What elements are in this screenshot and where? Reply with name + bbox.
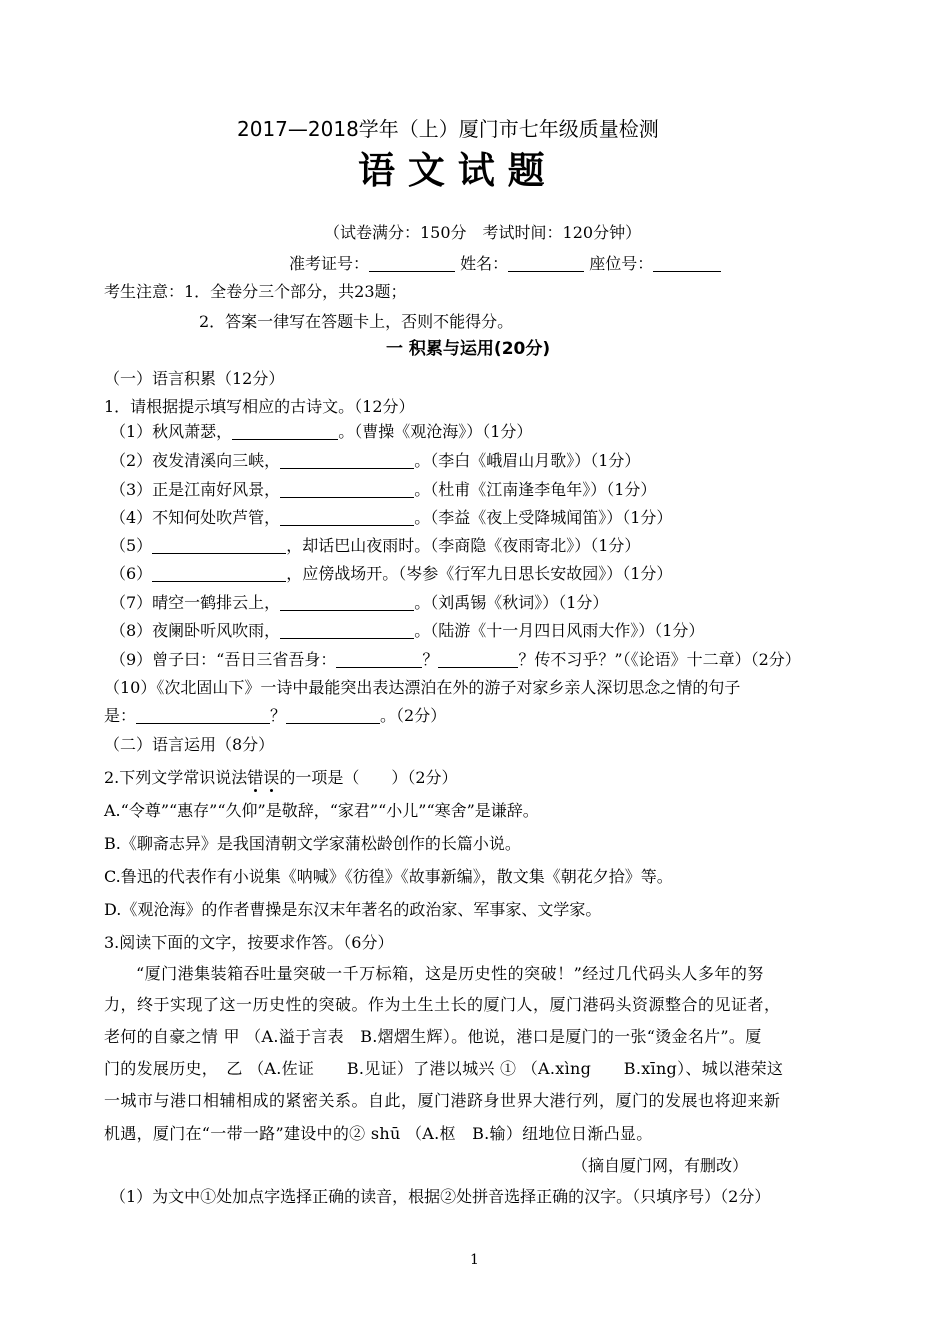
emphasis-char: 错: [247, 768, 264, 787]
q2-stem: 2.下列文学常识说法错误的一项是（ ）（2分）: [104, 768, 458, 787]
q2-option-d: D.《观沧海》的作者曹操是东汉末年著名的政治家、军事家、文学家。: [104, 900, 602, 919]
admission-label: 准考证号：: [289, 254, 370, 273]
q1-item-4: （4）不知何处吹芦管， 。（李益《夜上受降城闻笛》）（1分）: [110, 508, 673, 527]
answer-blank: [280, 622, 414, 639]
answer-blank: [286, 707, 380, 724]
q1-item-10-answer: 是： ？ 。（2分）: [104, 706, 447, 725]
page-number: 1: [470, 1252, 479, 1268]
q2-option-c: C.鲁迅的代表作有小说集《呐喊》《彷徨》《故事新编》，散文集《朝花夕拾》等。: [104, 867, 673, 886]
seat-field: [653, 255, 721, 272]
q1-item-10: （10）《次北固山下》一诗中最能突出表达漂泊在外的游子对家乡亲人深切思念之情的句子: [104, 678, 741, 697]
q1-item-7: （7）晴空一鹤排云上， 。（刘禹锡《秋词》）（1分）: [110, 593, 609, 612]
exam-title: 语 文 试 题: [358, 149, 545, 192]
q1-item-6: （6） ，应傍战场开。（岑参《行军九日思长安故园》）（1分）: [110, 564, 673, 583]
q1-item-3: （3）正是江南好风景， 。（杜甫《江南逢李龟年》）（1分）: [110, 480, 657, 499]
passage-line-2: 力，终于实现了这一历史性的突破。作为土生土长的厦门人，厦门港码头资源整合的见证者，: [104, 995, 781, 1014]
answer-blank: [136, 707, 270, 724]
q1-item-8: （8）夜阑卧听风吹雨， 。（陆游《十一月四日风雨大作》）（1分）: [110, 621, 705, 640]
admission-field: [369, 255, 455, 272]
exam-subtitle: 2017—2018学年（上）厦门市七年级质量检测: [237, 117, 659, 141]
q1-item-2: （2）夜发清溪向三峡， 。（李白《峨眉山月歌》）（1分）: [110, 451, 641, 470]
answer-blank: [438, 651, 518, 668]
answer-blank: [232, 423, 338, 440]
candidate-info-row: [289, 254, 721, 274]
passage-line-4: 门的发展历史， 乙 （A.佐证 B.见证）了港以城兴 ① （A.xìng B.xīng）、城以港荣这: [104, 1059, 784, 1078]
q1-item-5: （5） ，却话巴山夜雨时。（李商隐《夜雨寄北》）（1分）: [110, 536, 641, 555]
emphasis-char: 误: [263, 768, 280, 787]
part2-title: （二）语言运用（8分）: [104, 735, 275, 754]
passage-line-3: 老何的自豪之情 甲 （A.溢于言表 B.熠熠生辉）。他说，港口是厦门的一张“烫金名片”。厦: [104, 1027, 762, 1046]
exam-info: （试卷满分：150分 考试时间：120分钟）: [324, 223, 642, 242]
passage-line-6: 机遇，厦门在“一带一路”建设中的② shū （A.枢 B.输）纽地位日渐凸显。: [104, 1124, 653, 1143]
q3-sub-1: （1）为文中①处加点字选择正确的读音，根据②处拼音选择正确的汉字。（只填序号）（2分）: [110, 1187, 771, 1206]
answer-blank: [152, 537, 286, 554]
q3-stem: 3.阅读下面的文字，按要求作答。（6分）: [104, 933, 394, 952]
name-field: [508, 255, 584, 272]
section-heading: 一 积累与运用(20分): [386, 339, 551, 359]
notice-line-2: 2．答案一律写在答题卡上，否则不能得分。: [199, 312, 514, 331]
passage-line-1: “厦门港集装箱吞吐量突破一千万标箱，这是历史性的突破！”经过几代码头人多年的努: [136, 964, 764, 983]
notice-line-1: 考生注意：1．全卷分三个部分，共23题；: [104, 282, 407, 301]
answer-blank: [280, 452, 414, 469]
q1-item-9: （9）曾子曰：“吾日三省吾身： ？ ？传不习乎？”（《论语》十二章）（2分）: [110, 650, 801, 669]
answer-blank: [152, 565, 286, 582]
passage-source: （摘自厦门网，有删改）: [572, 1156, 749, 1175]
answer-blank: [280, 509, 414, 526]
q2-option-b: B.《聊斋志异》是我国清朝文学家蒲松龄创作的长篇小说。: [104, 834, 521, 853]
q1-item-1: （1）秋风萧瑟， 。（曹操《观沧海》）（1分）: [110, 422, 533, 441]
q2-option-a: A.“令尊”“惠存”“久仰”是敬辞，“家君”“小儿”“寒舍”是谦辞。: [104, 801, 539, 820]
passage-line-5: 一城市与港口相辅相成的紧密关系。自此，厦门港跻身世界大港行列，厦门的发展也将迎来新: [104, 1091, 781, 1110]
answer-blank: [280, 594, 414, 611]
q1-stem: 1．请根据提示填写相应的古诗文。（12分）: [104, 397, 415, 416]
answer-blank: [280, 481, 414, 498]
name-label: 姓名：: [460, 254, 509, 273]
part1-title: （一）语言积累（12分）: [104, 369, 285, 388]
answer-blank: [336, 651, 422, 668]
seat-label: 座位号：: [589, 254, 654, 273]
